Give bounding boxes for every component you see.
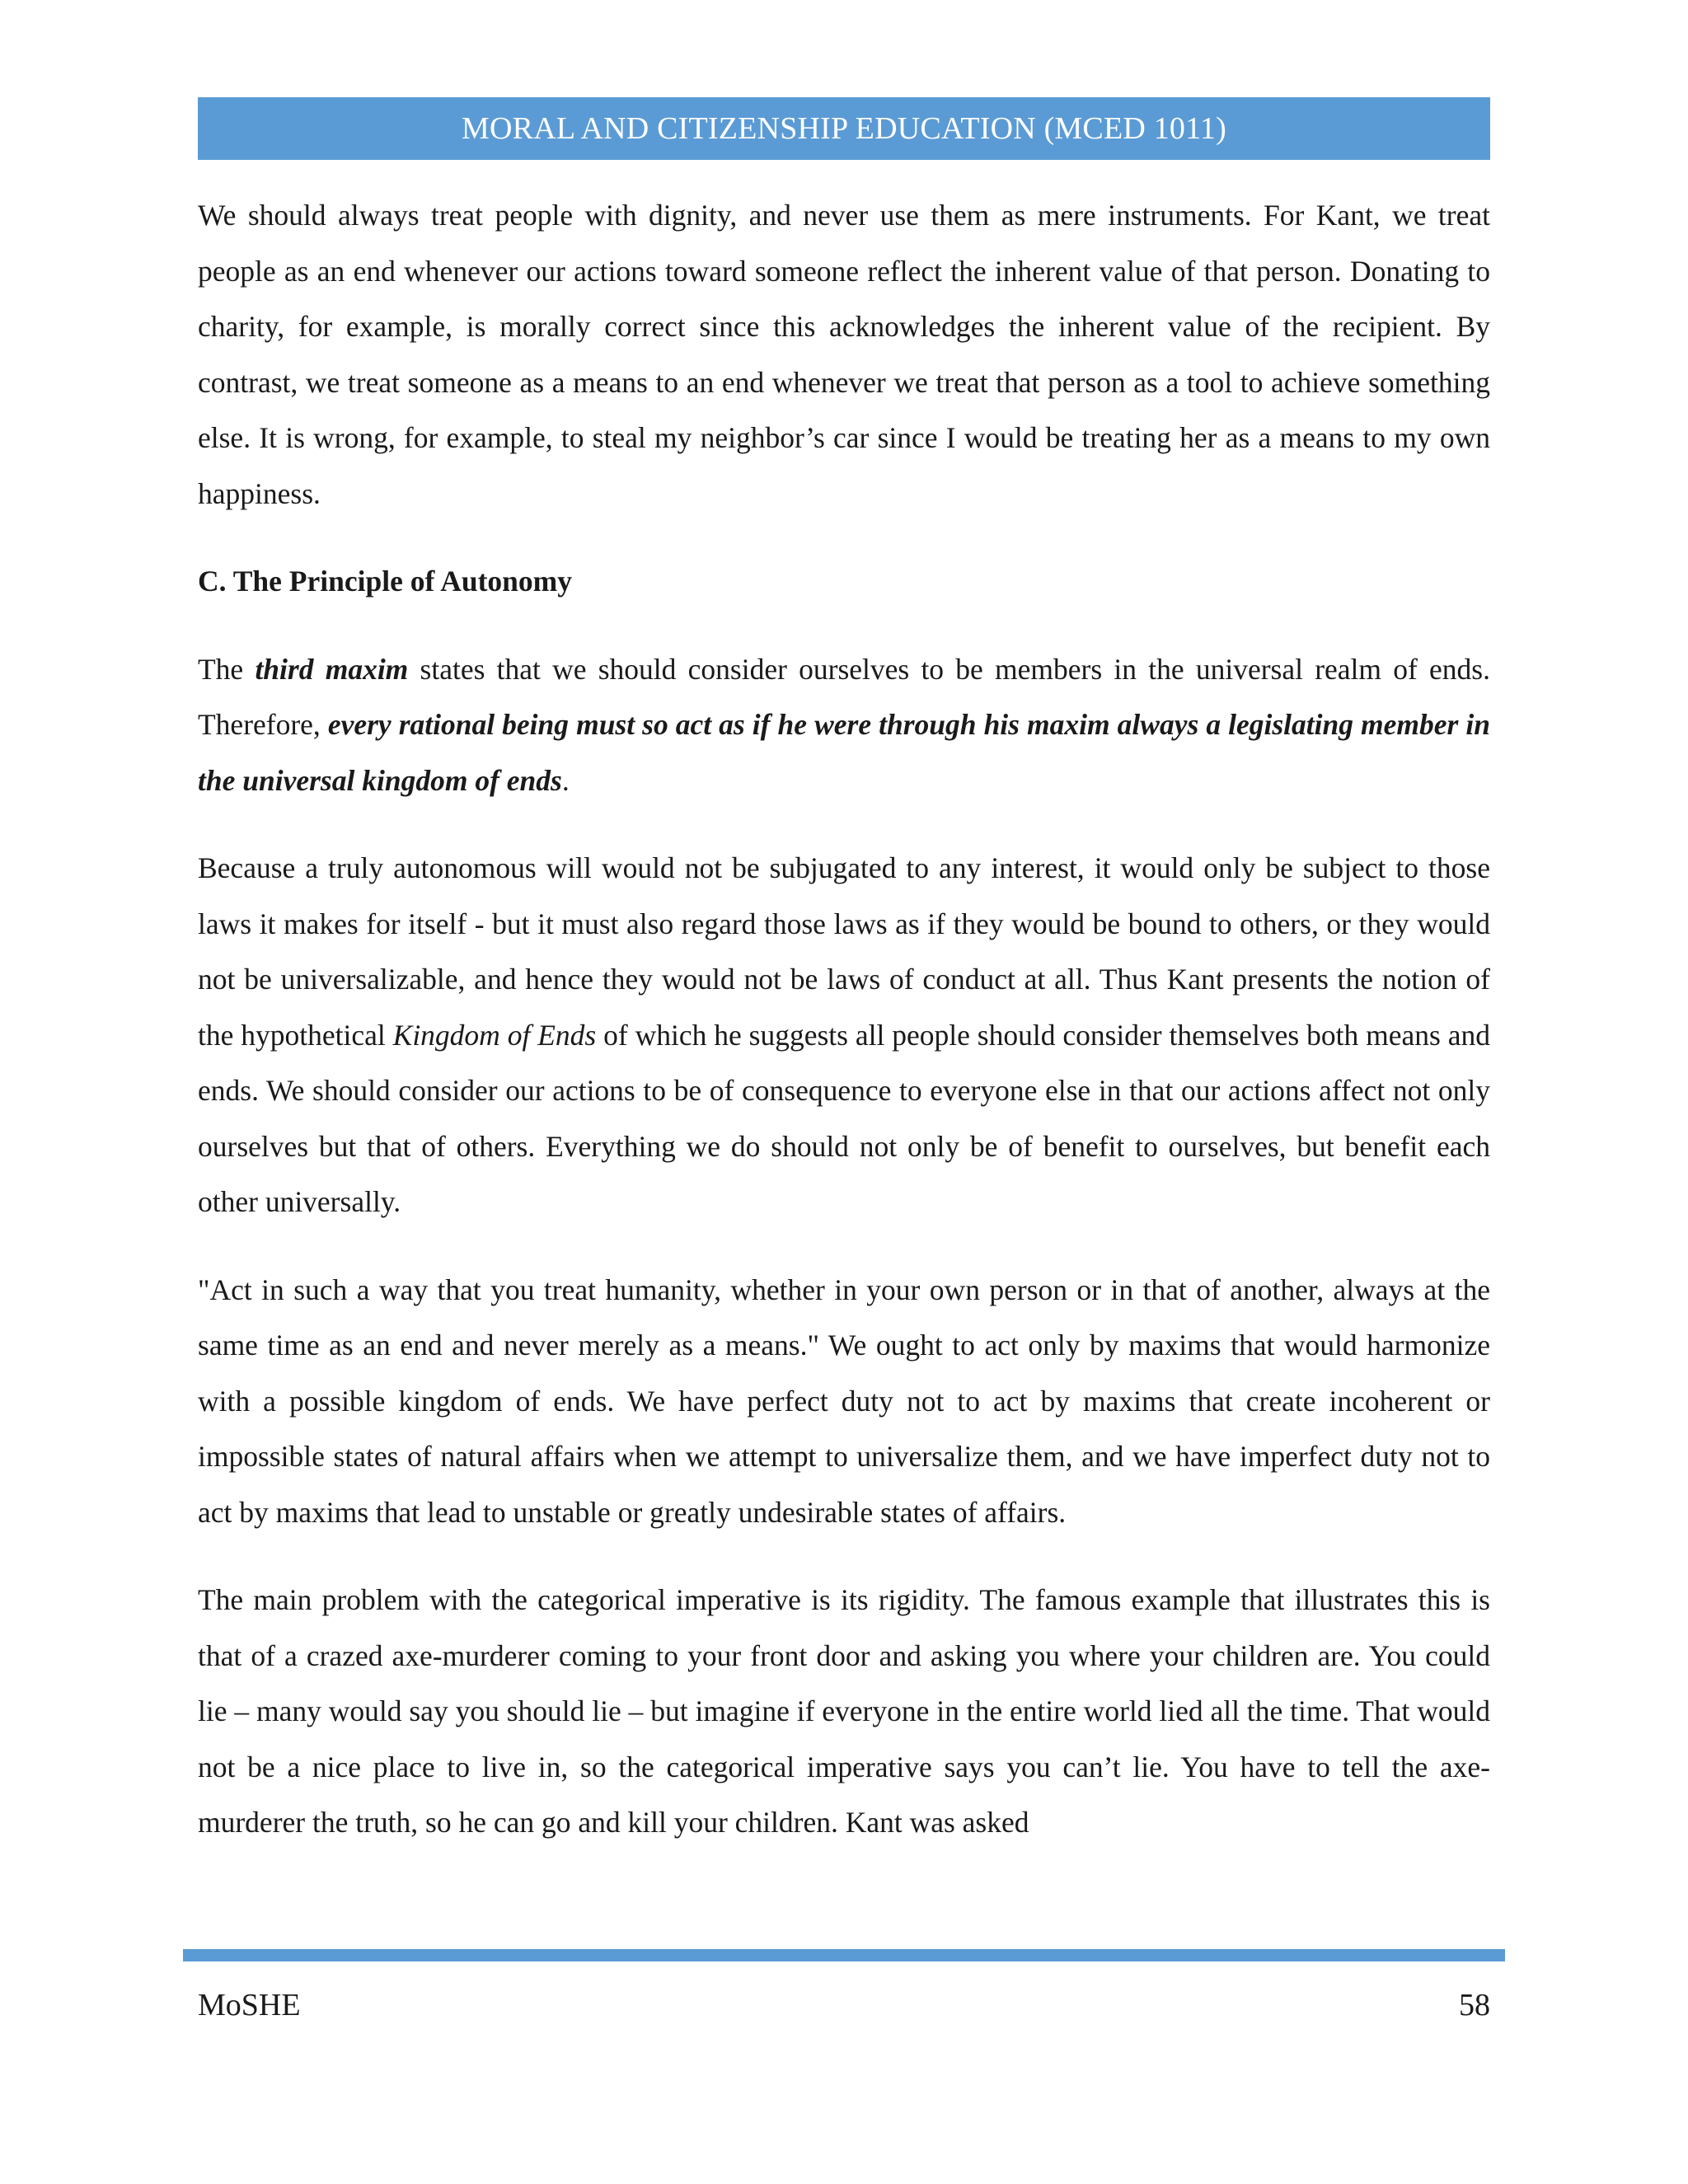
page-number: 58 <box>1459 1988 1490 2022</box>
footer-publisher: MoSHE <box>198 1988 301 2022</box>
autonomous-will-text-1: Because a truly autonomous will would not be subjugated to any interest, it would only be subject to those laws it makes for itself - but it must also regard those laws as if they would be bound to others, or they would not be universalizable, and hence they would not be laws of conduct at all. Thus Kant presents the notion of the hypothetical <box>198 851 1490 1052</box>
section-heading-autonomy <box>198 554 1490 610</box>
autonomous-will-text-2: of which he suggests all people should consider themselves both means and ends. We should consider our actions to be of consequence to everyone else in that our actions affect not only ourselves but that of others. Everything we do should not only be of benefit to ourselves, but benefit each other universally. <box>198 1018 1490 1218</box>
paragraph-dignity-text: We should always treat people with dignity, and never use them as mere instruments. For Kant, we treat people as an end whenever our actions toward someone reflect the inherent value of that person. Donating to charity, for example, is morally correct since this acknowledges the inherent value of the recipient. By contrast, we treat someone as a means to an end whenever we treat that person as a tool to achieve something else. It is wrong, for example, to steal my neighbor’s car since I would be treating her as a means to my own happiness. <box>198 199 1490 510</box>
paragraph-autonomous-will <box>198 841 1490 1230</box>
paragraph-third-maxim <box>198 642 1490 809</box>
third-maxim-text-3: . <box>561 763 570 797</box>
third-maxim-emphasis-1: third maxim <box>255 652 409 686</box>
paragraph-humanity-quote <box>198 1263 1490 1541</box>
section-heading-text: C. The Principle of Autonomy <box>198 565 572 598</box>
third-maxim-emphasis-2: every rational being must so act as if he were through his maxim always a legislating member in the universal kingdom of ends <box>198 708 1490 797</box>
running-header <box>198 97 1490 160</box>
kingdom-of-ends-italic: Kingdom of Ends <box>392 1018 597 1052</box>
footer-divider <box>183 1949 1505 1961</box>
third-maxim-text-2: states that we should consider ourselves to be members in the universal realm of ends. Therefore, <box>198 652 1490 741</box>
paragraph-rigidity <box>198 1572 1490 1851</box>
humanity-quote-text: "Act in such a way that you treat humanity, whether in your own person or in that of another, always at the same time as an end and never merely as a means." We ought to act only by maxims that would harmonize with a possible kingdom of ends. We have perfect duty not to act by maxims that create incoherent or impossible states of natural affairs when we attempt to universalize them, and we have imperfect duty not to act by maxims that lead to unstable or greatly undesirable states of affairs. <box>198 1272 1490 1529</box>
rigidity-text: The main problem with the categorical imperative is its rigidity. The famous example that illustrates this is that of a crazed axe-murderer coming to your front door and asking you where your children are. You could lie – many would say you should lie – but imagine if everyone in the entire world lied all the time. That would not be a nice place to live in, so the categorical imperative says you can’t lie. You have to tell the axe-murderer the truth, so he can go and kill your children. Kant was asked <box>198 1583 1490 1839</box>
running-header-title: MORAL AND CITIZENSHIP EDUCATION (MCED 1011) <box>462 111 1226 146</box>
page-body <box>198 188 1490 1883</box>
third-maxim-text-1: The <box>198 652 256 686</box>
paragraph-dignity <box>198 188 1490 522</box>
